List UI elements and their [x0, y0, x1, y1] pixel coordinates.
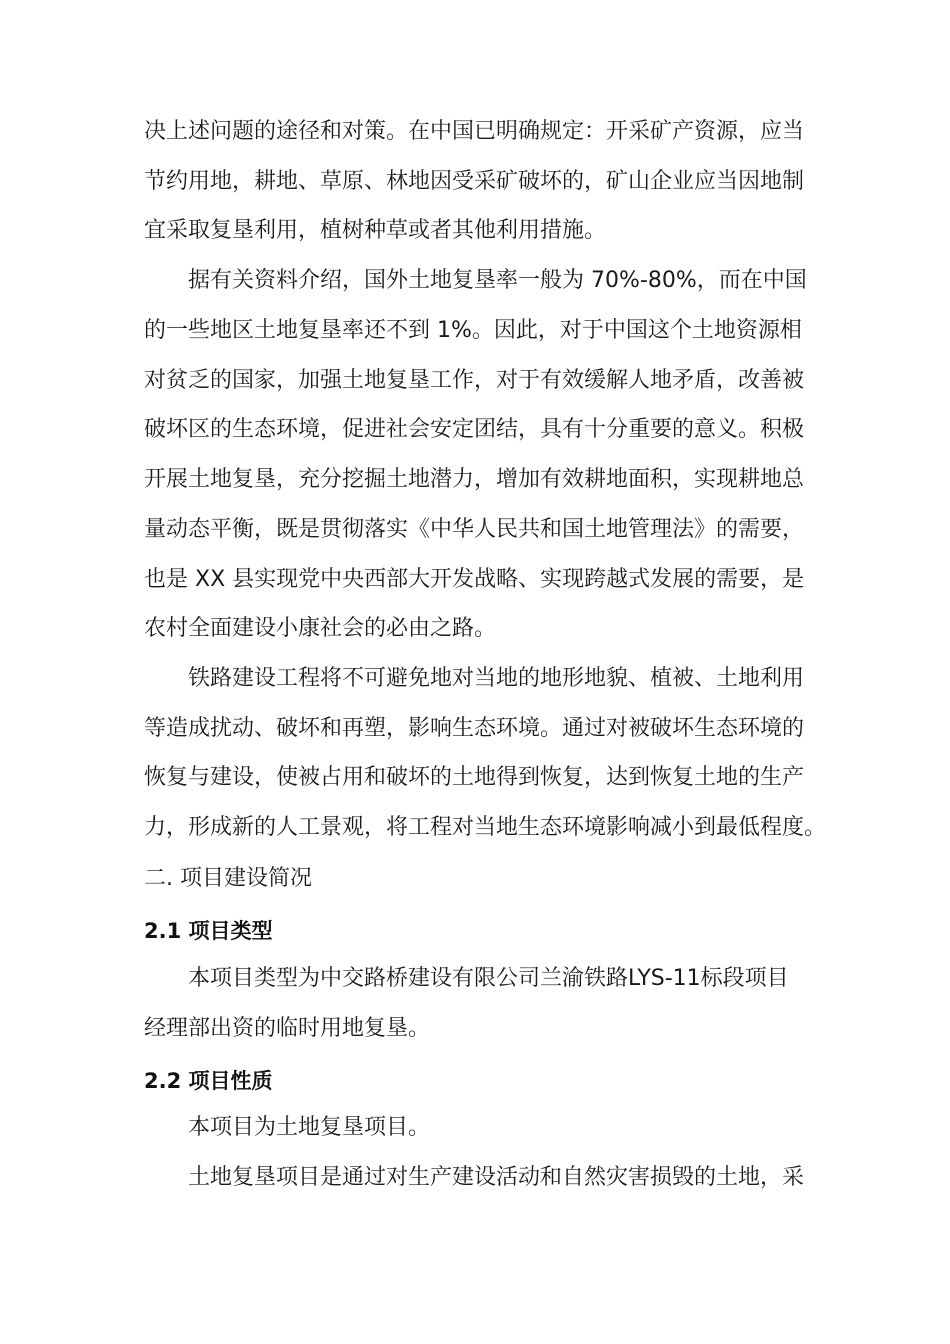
document-body [144, 0, 827, 1344]
paragraph-line: 量动态平衡，既是贯彻落实《中华人民共和国土地管理法》的需要， [144, 517, 805, 542]
paragraph-line: 开展土地复垦，充分挖掘土地潜力，增加有效耕地面积，实现耕地总 [144, 467, 805, 492]
section-heading: 二. 项目建设简况 [144, 866, 312, 891]
subsection-heading: 2.1 项目类型 [144, 919, 273, 943]
paragraph-line: 据有关资料介绍，国外土地复垦率一般为 70%-80%，而在中国 [188, 268, 807, 293]
paragraph-line: 也是 XX 县实现党中央西部大开发战略、实现跨越式发展的需要，是 [144, 567, 805, 592]
paragraph-line: 恢复与建设，使被占用和破坏的土地得到恢复，达到恢复土地的生产 [144, 765, 805, 790]
paragraph-line: 经理部出资的临时用地复垦。 [144, 1016, 431, 1041]
paragraph-line: 土地复垦项目是通过对生产建设活动和自然灾害损毁的土地，采 [188, 1165, 805, 1190]
paragraph-line: 等造成扰动、破坏和再塑，影响生态环境。通过对被破坏生态环境的 [144, 716, 805, 741]
paragraph-line: 的一些地区土地复垦率还不到 1%。因此，对于中国这个土地资源相 [144, 318, 802, 343]
paragraph-line: 破坏区的生态环境，促进社会安定团结，具有十分重要的意义。积极 [144, 417, 805, 442]
paragraph-line: 对贫乏的国家，加强土地复垦工作，对于有效缓解人地矛盾，改善被 [144, 368, 805, 393]
paragraph-line: 铁路建设工程将不可避免地对当地的地形地貌、植被、土地利用 [188, 666, 805, 691]
paragraph-line: 节约用地，耕地、草原、林地因受采矿破坏的，矿山企业应当因地制 [144, 169, 805, 194]
subsection-heading: 2.2 项目性质 [144, 1069, 273, 1093]
paragraph-line: 本项目为土地复垦项目。 [188, 1115, 431, 1140]
paragraph-line: 本项目类型为中交路桥建设有限公司兰渝铁路LYS-11标段项目 [188, 966, 789, 991]
paragraph-line: 力，形成新的人工景观，将工程对当地生态环境影响减小到最低程度。 [144, 815, 827, 840]
paragraph-line: 宜采取复垦利用，植树种草或者其他利用措施。 [144, 218, 607, 243]
paragraph-line: 决上述问题的途径和对策。在中国已明确规定：开采矿产资源，应当 [144, 119, 805, 144]
paragraph-line: 农村全面建设小康社会的必由之路。 [144, 616, 497, 641]
